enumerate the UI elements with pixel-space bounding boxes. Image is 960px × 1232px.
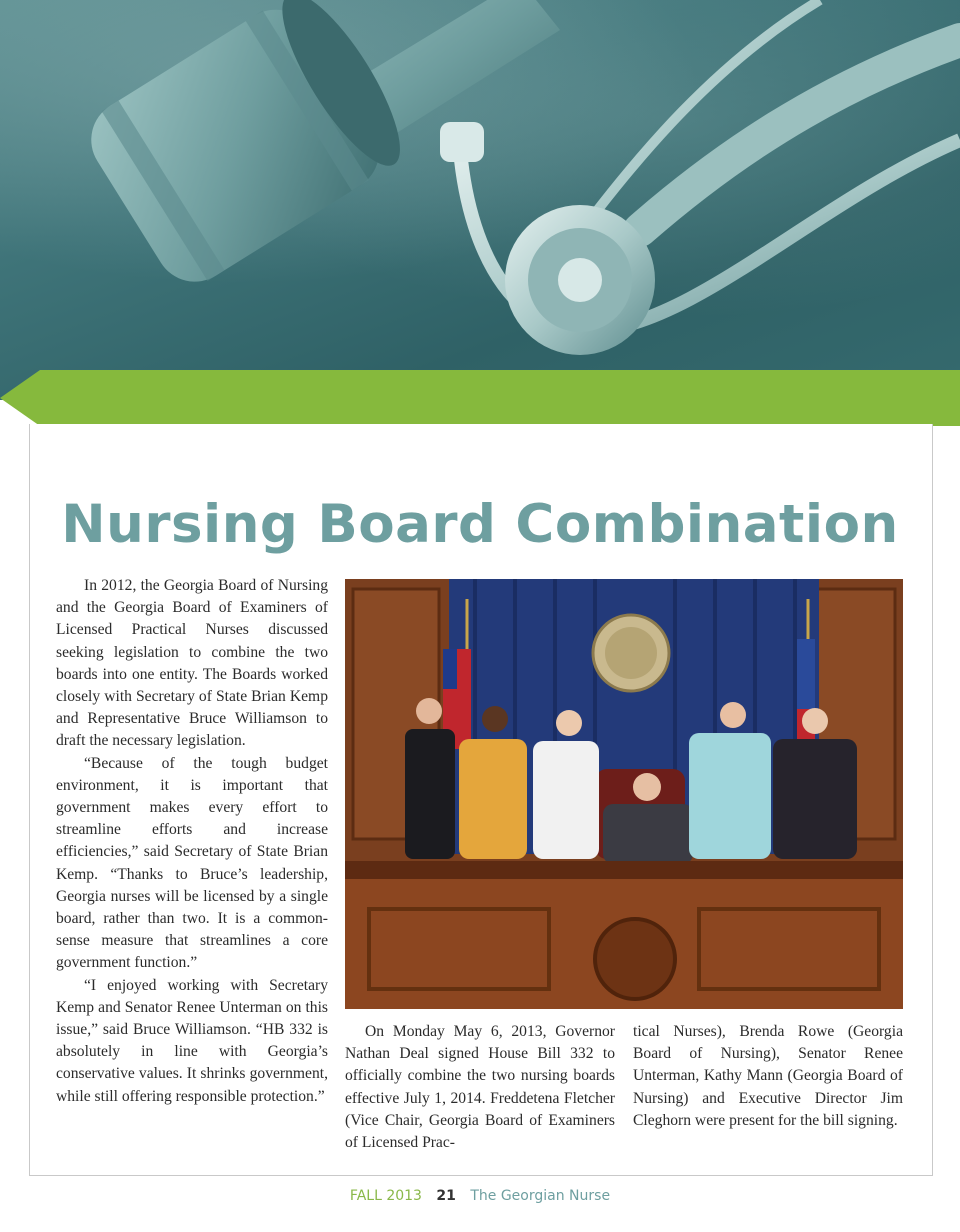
bill-signing-scene: [345, 579, 903, 1009]
issue-season: FALL 2013: [349, 1188, 422, 1204]
bill-signing-photo: [345, 579, 903, 1009]
article-title: Nursing Board Combination: [61, 494, 899, 555]
green-banner: [0, 370, 960, 428]
article-paragraph: “Because of the tough budget environment, it is important that government makes every effort to streamline efforts and increase efficiencies,” said Secretary of State Brian Kemp. “Thanks to Bruce’s leadership, Georgia nurses will be licensed by a single board, rather than two. It is a common-sense measure that streamlines a core government function.”: [56, 754, 328, 972]
article-left-column: [56, 575, 328, 1108]
article-paragraph: In 2012, the Georgia Board of Nursing and the Georgia Board of Examiners of Licensed Practical Nurses discussed seeking legislation to combine the two boards into one entity. The Boards worked closely with Secretary of State Brian Kemp and Representative Bruce Williamson to draft the necessary legislation.: [56, 577, 328, 750]
header-photo-gavel-stethoscope: [0, 0, 960, 400]
page-footer: [0, 1188, 960, 1204]
article-paragraph: On Monday May 6, 2013, Governor Nathan Deal signed House Bill 332 to officially combine the two nursing boards effective July 1, 2014. Freddetena Fletcher (Vice Chair, Georgia Board of Examiners of Licensed Prac-: [345, 1023, 615, 1152]
article-paragraph: “I enjoyed working with Secretary Kemp and Senator Renee Unterman on this issue,” said Bruce Williamson. “HB 332 is absolutely in line with Georgia’s conservative values. It shrinks government, while still offering responsible protection.”: [56, 976, 328, 1105]
magazine-name: The Georgian Nurse: [470, 1188, 611, 1204]
article-mid-column: [345, 1021, 615, 1154]
article-right-column: [633, 1021, 903, 1132]
gavel-stethoscope-illustration: [0, 0, 960, 400]
article-paragraph: tical Nurses), Brenda Rowe (Georgia Board of Nursing), Senator Renee Unterman, Kathy Mann (Georgia Board of Nursing) and Executive Director Jim Cleghorn were present for the bill signing.: [633, 1023, 903, 1129]
page-number: 21: [436, 1188, 456, 1204]
